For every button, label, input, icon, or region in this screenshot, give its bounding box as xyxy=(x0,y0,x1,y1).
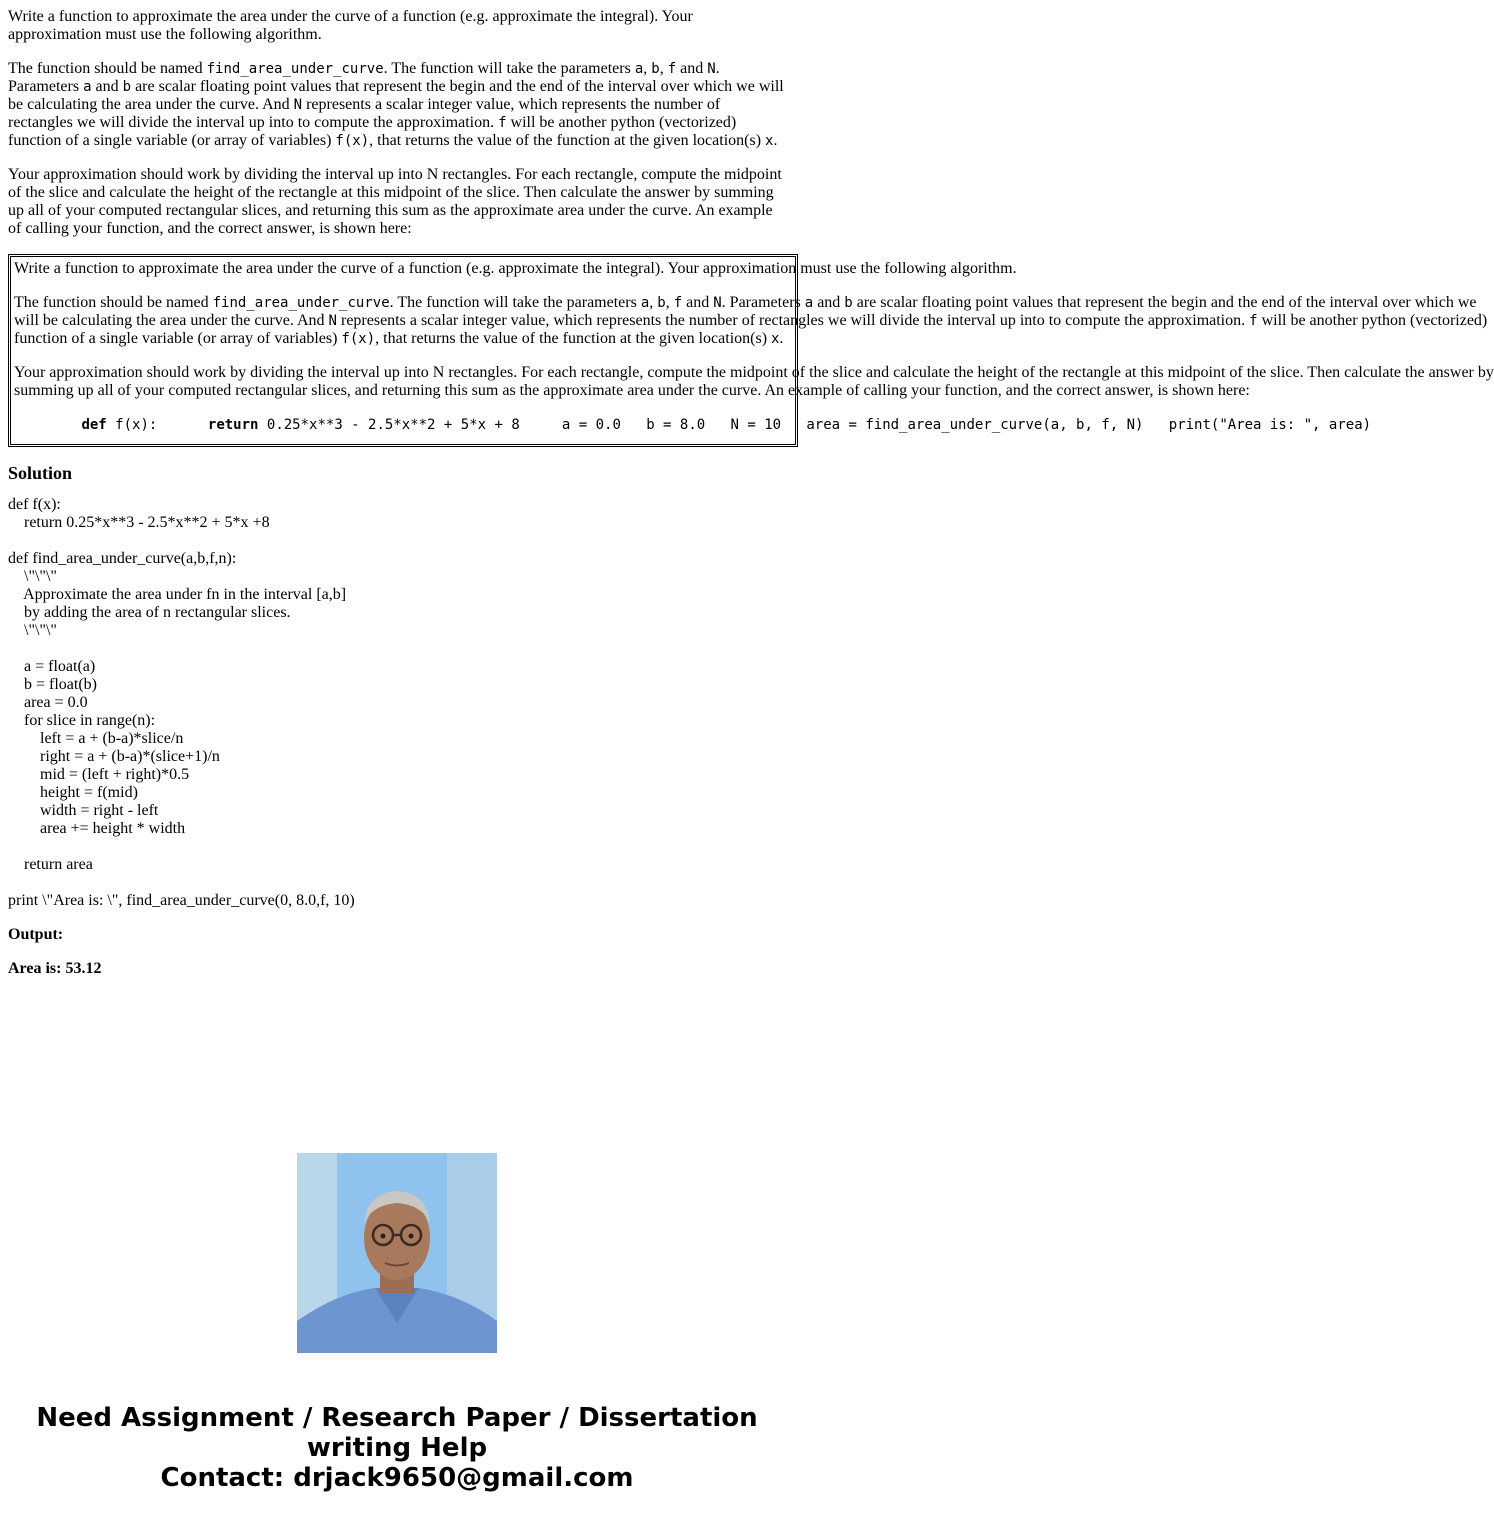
inline-code: a xyxy=(640,295,650,311)
author-photo xyxy=(297,1153,497,1353)
output-label: Output: xyxy=(8,926,64,943)
output-value: Area is: 53.12 xyxy=(8,960,102,977)
inline-code: x xyxy=(771,331,780,347)
code-line: return 0.25*x**3 - 2.5*x**2 + 5*x +8 xyxy=(8,514,270,531)
inline-code: find_area_under_curve xyxy=(206,61,384,77)
inline-code: N xyxy=(293,97,303,113)
promo-line-2: writing Help xyxy=(306,1433,488,1463)
code-line: \"\"\" xyxy=(8,622,57,639)
code-line: by adding the area of n rectangular slices. xyxy=(8,604,291,621)
code-line xyxy=(8,874,786,892)
box-line-1: Write a function to approximate the area under the curve of a function (e.g. approximate the integral). Your approximation must use the following algorithm. xyxy=(14,260,1017,277)
example-code-line: def f(x): return 0.25*x**3 - 2.5*x**2 + 5*x + 8 a = 0.0 b = 8.0 N = 10 area = find_area_under_curve(a, b, f, N) print("Area is: ", area) xyxy=(81,417,1372,433)
inline-code: N xyxy=(328,313,337,329)
box-line-3: will be calculating the area under the curve. And N represents a scalar integer value, which represents the number of rectangles we will divide the interval up into to compute the approximation. f will be another python (vectorized) xyxy=(14,312,1488,329)
inline-code: x xyxy=(765,133,774,149)
inline-code: f(x) xyxy=(341,331,376,347)
promo-line-3: Contact: drjack9650@gmail.com xyxy=(160,1463,634,1493)
author-avatar xyxy=(297,1153,497,1353)
inline-code: f xyxy=(1249,313,1258,329)
box-line-5: Your approximation should work by dividing the interval up into N rectangles. For each rectangle, compute the midpoint of the slice and calculate the height of the rectangle at this midpoint of the slice. Then calculate the answer by xyxy=(14,364,1494,381)
inline-code: N xyxy=(713,295,722,311)
code-line xyxy=(8,838,786,856)
intro-paragraph-2: The function should be named find_area_under_curve. The function will take the parameters a, b, f and N. Parameters a and b are scalar floating point values that represent the begin and the end of the interval over which we will be calculating the area under the curve. And N represents a scalar integer value, which represents the number of rectangles we will divide the interval up into to compute the approximation. f will be another python (vectorized) function of a single variable (or array of variables) f(x), that returns the value of the function at the given location(s) x. xyxy=(8,60,784,149)
inline-code: b xyxy=(651,61,660,77)
code-line xyxy=(8,640,786,658)
promo-banner xyxy=(0,1403,794,1493)
code-line: for slice in range(n): xyxy=(8,712,156,729)
inline-code: f(x) xyxy=(335,133,370,149)
code-line: width = right - left xyxy=(8,802,159,819)
code-line: return area xyxy=(8,856,93,873)
code-line: area = 0.0 xyxy=(8,694,88,711)
intro-paragraph-3: Your approximation should work by dividing the interval up into N rectangles. For each rectangle, compute the midpoint of the slice and calculate the height of the rectangle at this midpoint of the slice. Then calculate the answer by summing up all of your computed rectangular slices, and returning this sum as the approximate area under the curve. An example of calling your function, and the correct answer, is shown here: xyxy=(8,166,782,237)
box-line-2: The function should be named find_area_under_curve. The function will take the parameters a, b, f and N. Parameters a and b are scalar floating point values that represent the begin and the end of the interval over which we xyxy=(14,294,1477,311)
code-line: a = float(a) xyxy=(8,658,96,675)
code-line: def f(x): xyxy=(8,496,61,513)
solution-heading: Solution xyxy=(8,463,73,483)
inline-code: f xyxy=(673,295,683,311)
box-line-6: summing up all of your computed rectangular slices, and returning this sum as the approximate area under the curve. An example of calling your function, and the correct answer, is shown here: xyxy=(14,382,1250,399)
code-line: left = a + (b-a)*slice/n xyxy=(8,730,184,747)
code-line: \"\"\" xyxy=(8,568,57,585)
code-line: right = a + (b-a)*(slice+1)/n xyxy=(8,748,220,765)
promo-line-1: Need Assignment / Research Paper / Dissertation xyxy=(36,1403,758,1433)
inline-code: b xyxy=(844,295,853,311)
inline-code: a xyxy=(804,295,814,311)
code-keyword: return xyxy=(207,417,259,433)
inline-code: find_area_under_curve xyxy=(212,295,390,311)
intro-paragraph-1: Write a function to approximate the area under the curve of a function (e.g. approximate the integral). Your approximation must use the following algorithm. xyxy=(8,8,693,43)
solution-code xyxy=(8,496,786,910)
quoted-problem-box xyxy=(8,254,1494,447)
inline-code: a xyxy=(83,79,92,95)
code-line: mid = (left + right)*0.5 xyxy=(8,766,190,783)
inline-code: f xyxy=(667,61,677,77)
inline-code: b xyxy=(122,79,132,95)
inline-code: N xyxy=(707,61,716,77)
inline-code: a xyxy=(634,61,644,77)
box-line-4: function of a single variable (or array of variables) f(x), that returns the value of the function at the given location(s) x. xyxy=(14,330,784,347)
code-line: Approximate the area under fn in the interval [a,b] xyxy=(8,586,347,603)
code-line: def find_area_under_curve(a,b,f,n): xyxy=(8,550,237,567)
code-line: height = f(mid) xyxy=(8,784,138,801)
code-line xyxy=(8,532,786,550)
code-line: area += height * width xyxy=(8,820,186,837)
code-line: b = float(b) xyxy=(8,676,97,693)
inline-code: f xyxy=(498,115,507,131)
code-keyword: def xyxy=(81,417,107,433)
code-line: print \"Area is: \", find_area_under_curve(0, 8.0,f, 10) xyxy=(8,892,355,909)
inline-code: b xyxy=(657,295,666,311)
